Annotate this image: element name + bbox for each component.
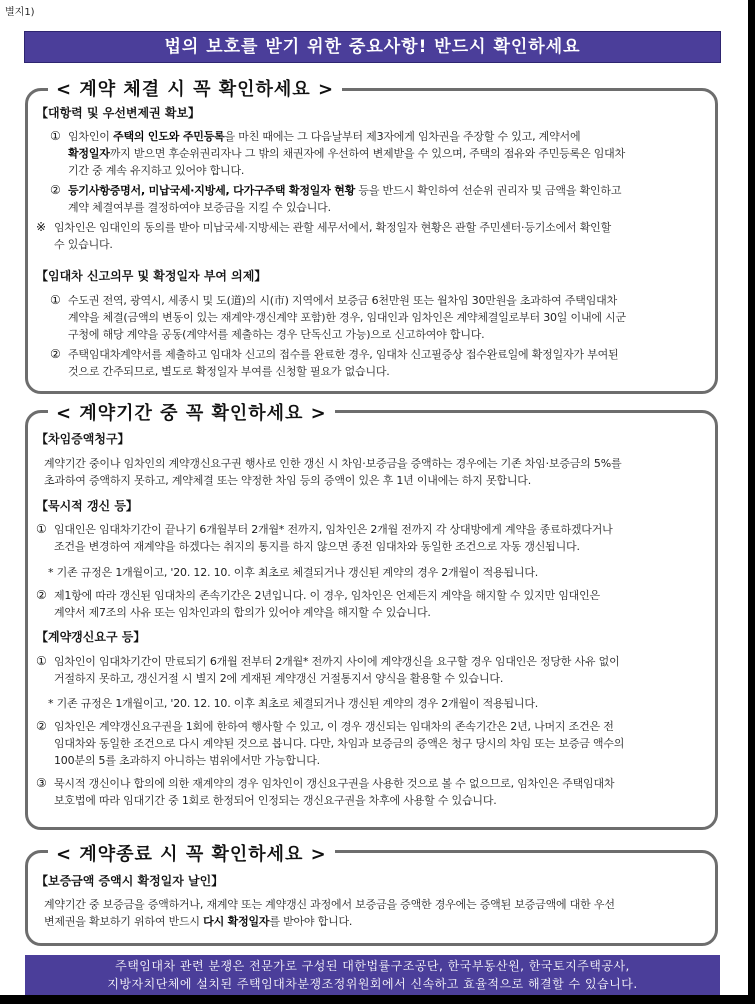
section-title: < 계약종료 시 꼭 확인하세요 >	[48, 840, 335, 866]
footer-banner	[25, 955, 720, 995]
paragraph-line	[68, 128, 708, 145]
paragraph-line: 조건을 변경하여 재계약을 하겠다는 취지의 통지를 하지 않으면 종전 임대차와 동일한 조건으로 자동 갱신됩니다.	[54, 540, 580, 553]
subheading: 【계약갱신요구 등】	[36, 630, 146, 644]
header-banner: 법의 보호를 받기 위한 중요사항! 반드시 확인하세요	[25, 32, 720, 62]
paragraph-line: 수 있습니다.	[54, 238, 113, 251]
bold-text: 등기사항증명서, 미납국세·지방세, 다가구주택 확정일자 현황	[68, 184, 356, 197]
paragraph-line: 묵시적 갱신이나 합의에 의한 재계약의 경우 임차인이 갱신요구권을 사용한 것으로 볼 수 없으므로, 임차인은 주택임대차	[54, 777, 615, 790]
paragraph-line: 계약기간 중 보증금을 증액하거나, 재계약 또는 계약갱신 과정에서 보증금을 증액한 경우에는 증액된 보증금액에 대한 우선	[44, 898, 615, 911]
paragraph-line: 임차인은 계약갱신요구권을 1회에 한하여 행사할 수 있고, 이 경우 갱신되는 임대차의 존속기간은 2년, 나머지 조건은 전	[54, 720, 614, 733]
item-number: ①	[36, 522, 47, 536]
paragraph-line: 계약서 제7조의 사유 또는 임차인과의 합의가 있어야 계약을 해지할 수 있습니다.	[54, 606, 431, 619]
bold-text: 확정일자	[68, 147, 110, 160]
paragraph-line: 계약 체결여부를 결정하여야 보증금을 지킬 수 있습니다.	[68, 201, 331, 214]
subheading: 【임대차 신고의무 및 확정일자 부여 의제】	[36, 269, 267, 283]
subheading: 【대항력 및 우선변제권 확보】	[36, 106, 201, 120]
text: 변제권을 확보하기 위하여 반드시	[44, 915, 204, 928]
item-number: ③	[36, 776, 47, 790]
section-title: < 계약 체결 시 꼭 확인하세요 >	[48, 75, 342, 101]
item-number: ②	[36, 719, 47, 733]
item-number: ①	[50, 293, 61, 307]
paragraph-line: 거절하지 못하고, 갱신거절 시 별지 2에 게재된 계약갱신 거절통지서 양식을 활용할 수 있습니다.	[54, 672, 504, 685]
paragraph-line: 계약기간 중이나 임차인의 계약갱신요구권 행사로 인한 갱신 시 차임·보증금을 증액하는 경우에는 기존 차임·보증금의 5%를	[44, 457, 622, 470]
text: 를 받아야 합니다.	[269, 915, 353, 928]
item-number: ②	[50, 183, 61, 197]
paragraph-line: 구청에 해당 계약을 공동(계약서를 제출하는 경우 단독신고 가능)으로 신고하여야 합니다.	[68, 328, 485, 341]
subheading: 【묵시적 갱신 등】	[36, 499, 138, 513]
item-number: ①	[36, 654, 47, 668]
text: 임차인이	[68, 130, 114, 143]
paragraph-line: 임대인은 임대차기간이 끝나기 6개월부터 2개월* 전까지, 임차인은 2개월 전까지 각 상대방에게 계약을 종료하겠다거나	[54, 523, 613, 536]
text: 등을 반드시 확인하여 선순위 권리자 및 금액을 확인하고	[355, 184, 622, 197]
paragraph-line	[68, 182, 708, 199]
subheading: 【보증금액 증액시 확정일자 날인】	[36, 874, 224, 888]
paragraph-line	[44, 913, 709, 930]
item-number: ②	[50, 347, 61, 361]
paragraph-line: 기간 중 계속 유지하고 있어야 합니다.	[68, 164, 245, 177]
paragraph-line: 수도권 전역, 광역시, 세종시 및 도(道)의 시(市) 지역에서 보증금 6천만원 또는 월차임 30만원을 초과하여 주택임대차	[68, 294, 617, 307]
bold-text: 다시 확정일자	[203, 915, 270, 928]
section-title: < 계약기간 중 꼭 확인하세요 >	[48, 399, 335, 425]
paragraph-line: 초과하여 증액하지 못하고, 계약체결 또는 약정한 차임 등의 증액이 있은 후 1년 이내에는 하지 못합니다.	[44, 474, 532, 487]
text: 을 마친 때에는 그 다음날부터 제3자에게 임차권을 주장할 수 있고, 계약서에	[224, 130, 581, 143]
paragraph-line: 100분의 5를 초과하지 아니하는 범위에서만 가능합니다.	[54, 754, 320, 767]
paragraph-line: 계약을 체결(금액의 변동이 있는 재계약·갱신계약 포함)한 경우, 임대인과 임차인은 계약체결일로부터 30일 이내에 시군	[68, 311, 626, 324]
paragraph-line: 보호법에 따라 임대기간 중 1회로 한정되어 인정되는 갱신요구권을 차후에 사용할 수 있습니다.	[54, 794, 497, 807]
footnote: * 기존 규정은 1개월이고, '20. 12. 10. 이후 최초로 체결되거나 갱신된 계약의 경우 2개월이 적용됩니다.	[48, 566, 539, 579]
footer-line: 주택임대차 관련 분쟁은 전문가로 구성된 대한법률구조공단, 한국부동산원, 한국토지주택공사,	[115, 959, 630, 973]
footer-line: 지방자치단체에 설치된 주택임대차분쟁조정위원회에서 신속하고 효율적으로 해결할 수 있습니다.	[107, 977, 638, 991]
paragraph-line: 제1항에 따라 갱신된 임대차의 존속기간은 2년입니다. 이 경우, 임차인은 언제든지 계약을 해지할 수 있지만 임대인은	[54, 589, 600, 602]
item-number: ①	[50, 129, 61, 143]
paragraph-line: 주택임대차계약서를 제출하고 임대차 신고의 접수를 완료한 경우, 임대차 신고필증상 접수완료일에 확정일자가 부여된	[68, 348, 619, 361]
paragraph-line: 임차인은 임대인의 동의를 받아 미납국세·지방세는 관할 세무서에서, 확정일자 현황은 관할 주민센터·등기소에서 확인할	[54, 221, 612, 234]
subheading: 【차임증액청구】	[36, 432, 130, 446]
paragraph-line	[68, 145, 708, 162]
text: 까지 받으면 후순위권리자나 그 밖의 채권자에 우선하여 변제받을 수 있으며, 주택의 점유와 주민등록은 임대차	[109, 147, 626, 160]
paragraph-line: 것으로 간주되므로, 별도로 확정일자 부여를 신청할 필요가 없습니다.	[68, 365, 390, 378]
paragraph-line: 임대차와 동일한 조건으로 다시 계약된 것으로 봅니다. 다만, 차임과 보증금의 증액은 청구 당시의 차임 또는 보증금 액수의	[54, 737, 625, 750]
bold-text: 주택의 인도와 주민등록	[113, 130, 225, 143]
note-mark: ※	[36, 220, 47, 234]
footnote: * 기존 규정은 1개월이고, '20. 12. 10. 이후 최초로 체결되거나 갱신된 계약의 경우 2개월이 적용됩니다.	[48, 697, 539, 710]
attachment-tag: 별지1)	[5, 7, 35, 18]
paragraph-line: 임차인이 임대차기간이 만료되기 6개월 전부터 2개월* 전까지 사이에 계약갱신을 요구할 경우 임대인은 정당한 사유 없이	[54, 655, 620, 668]
item-number: ②	[36, 588, 47, 602]
